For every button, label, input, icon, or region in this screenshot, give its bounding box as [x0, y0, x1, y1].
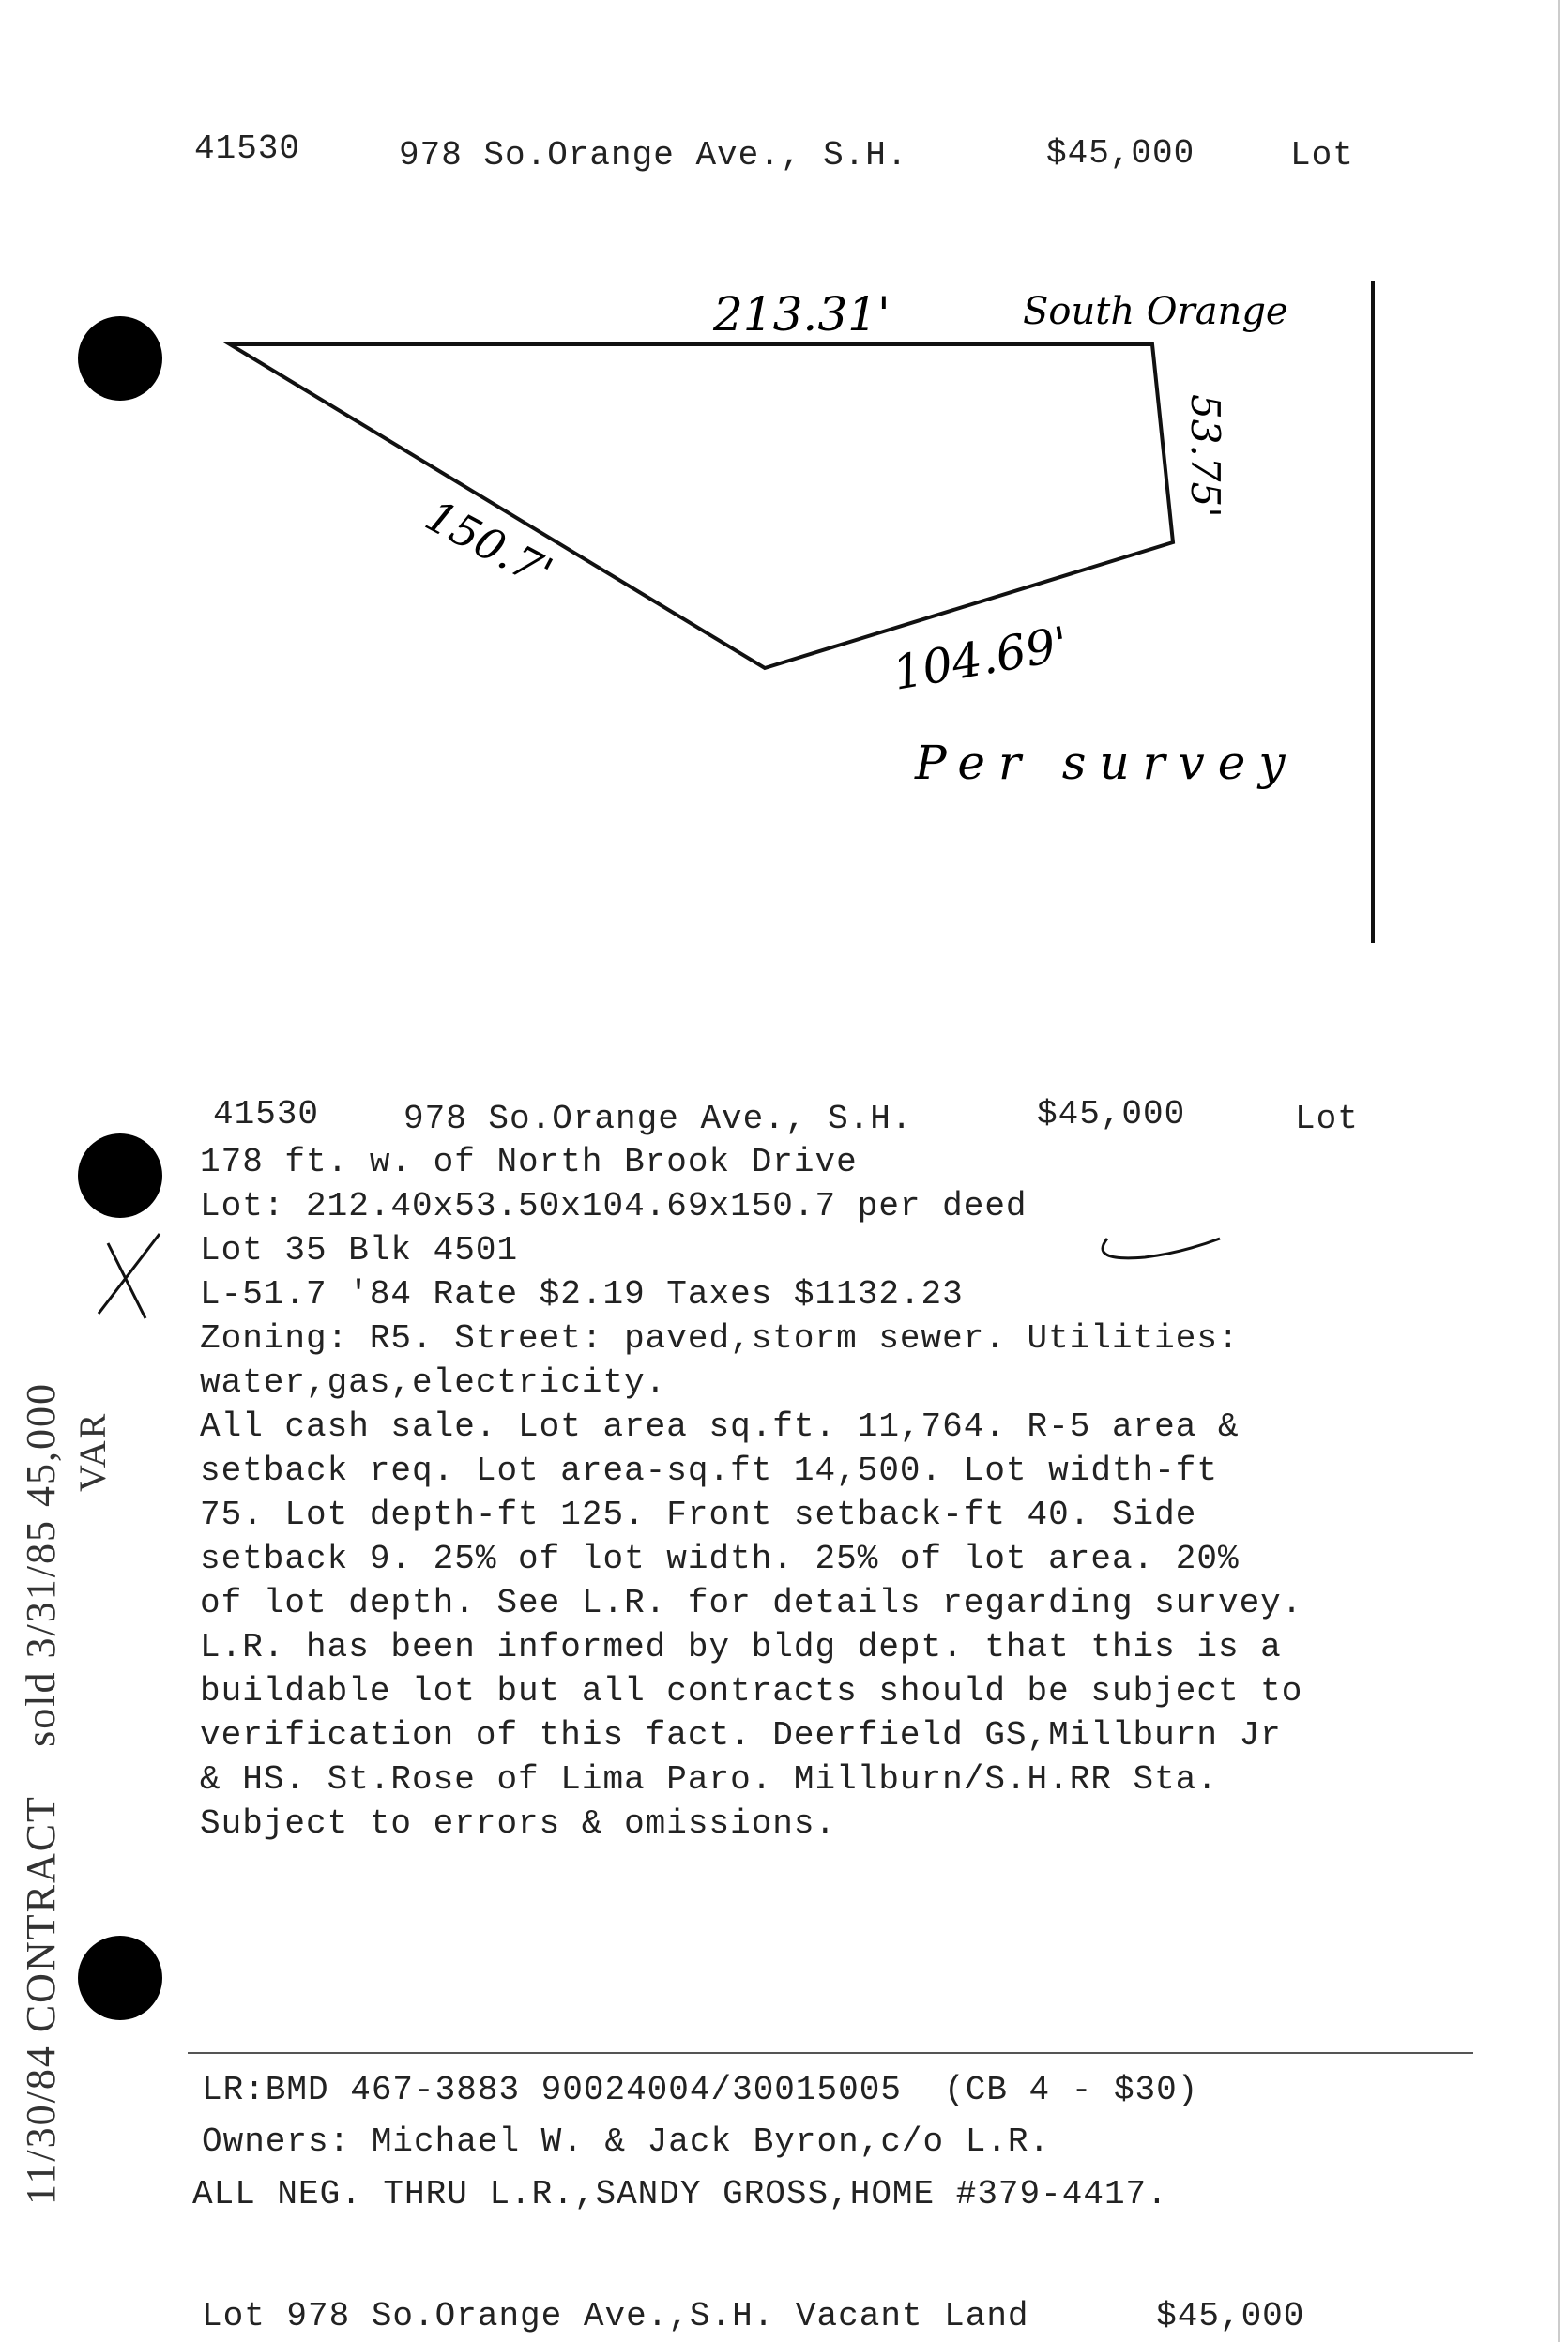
top-price: $45,000 — [1046, 134, 1195, 173]
listing-line: L.R. has been informed by bldg dept. that this is a — [200, 1628, 1282, 1666]
lot-outline — [230, 344, 1173, 668]
contract-sold-note: 11/30/84 CONTRACT sold 3/31/85 45,000 — [18, 1382, 64, 2205]
page-edge-line — [1558, 0, 1560, 2342]
punch-hole-middle — [78, 1133, 162, 1218]
listing-line: L-51.7 '84 Rate $2.19 Taxes $1132.23 — [200, 1275, 964, 1314]
footer-negotiation-line: ALL NEG. THRU L.R.,SANDY GROSS,HOME #379-4417. — [192, 2175, 1168, 2213]
listing-line: buildable lot but all contracts should be subject to — [200, 1672, 1303, 1711]
top-type: Lot — [1290, 136, 1354, 175]
east-side-dimension: 53.75' — [1182, 394, 1228, 518]
south-side-dimension: 104.69' — [889, 616, 1073, 701]
listing-line: 178 ft. w. of North Brook Drive — [200, 1143, 858, 1181]
north-side-dimension: 213.31' — [713, 287, 891, 342]
footer-owners-line: Owners: Michael W. & Jack Byron,c/o L.R. — [202, 2122, 1051, 2161]
listing-line: Subject to errors & omissions. — [200, 1804, 837, 1843]
lot-survey-sketch — [0, 0, 1568, 985]
listing-line: Zoning: R5. Street: paved,storm sewer. Utilities: — [200, 1319, 1240, 1358]
var-note: VAR — [71, 1411, 114, 1492]
listing-line: Lot 35 Blk 4501 — [200, 1231, 519, 1270]
listing-line: of lot depth. See L.R. for details regarding survey. — [200, 1584, 1303, 1622]
bottom-summary-line: Lot 978 So.Orange Ave.,S.H. Vacant Land $45,000 — [202, 2297, 1305, 2335]
listing-address: 978 So.Orange Ave., S.H. — [403, 1100, 913, 1138]
listing-price: $45,000 — [1037, 1095, 1186, 1133]
listing-line: verification of this fact. Deerfield GS,Millburn Jr — [200, 1716, 1282, 1755]
listing-number: 41530 — [213, 1095, 320, 1133]
top-listing-number: 41530 — [194, 129, 301, 168]
listing-line: setback req. Lot area-sq.ft 14,500. Lot width-ft — [200, 1452, 1218, 1490]
listing-line: All cash sale. Lot area sq.ft. 11,764. R-5 area & — [200, 1407, 1240, 1446]
listing-type: Lot — [1295, 1100, 1359, 1138]
west-side-dimension: 150.7' — [417, 490, 561, 599]
listing-line: & HS. St.Rose of Lima Paro. Millburn/S.H.RR Sta. — [200, 1760, 1218, 1799]
survey-note: Per survey — [915, 736, 1299, 790]
top-address: 978 So.Orange Ave., S.H. — [399, 136, 908, 175]
listing-line: water,gas,electricity. — [200, 1363, 667, 1402]
footer-lr-line: LR:BMD 467-3883 90024004/30015005 (CB 4 - $30) — [202, 2071, 1199, 2109]
footer-divider — [188, 2052, 1473, 2054]
listing-line: Lot: 212.40x53.50x104.69x150.7 per deed — [200, 1187, 1028, 1225]
listing-line: setback 9. 25% of lot width. 25% of lot area. 20% — [200, 1540, 1240, 1578]
street-label: South Orange — [1023, 290, 1288, 333]
punch-hole-bottom — [78, 1936, 162, 2020]
handwritten-mark — [1070, 1220, 1257, 1276]
listing-line: 75. Lot depth-ft 125. Front setback-ft 40. Side — [200, 1496, 1197, 1534]
handwritten-x-mark — [89, 1224, 174, 1328]
